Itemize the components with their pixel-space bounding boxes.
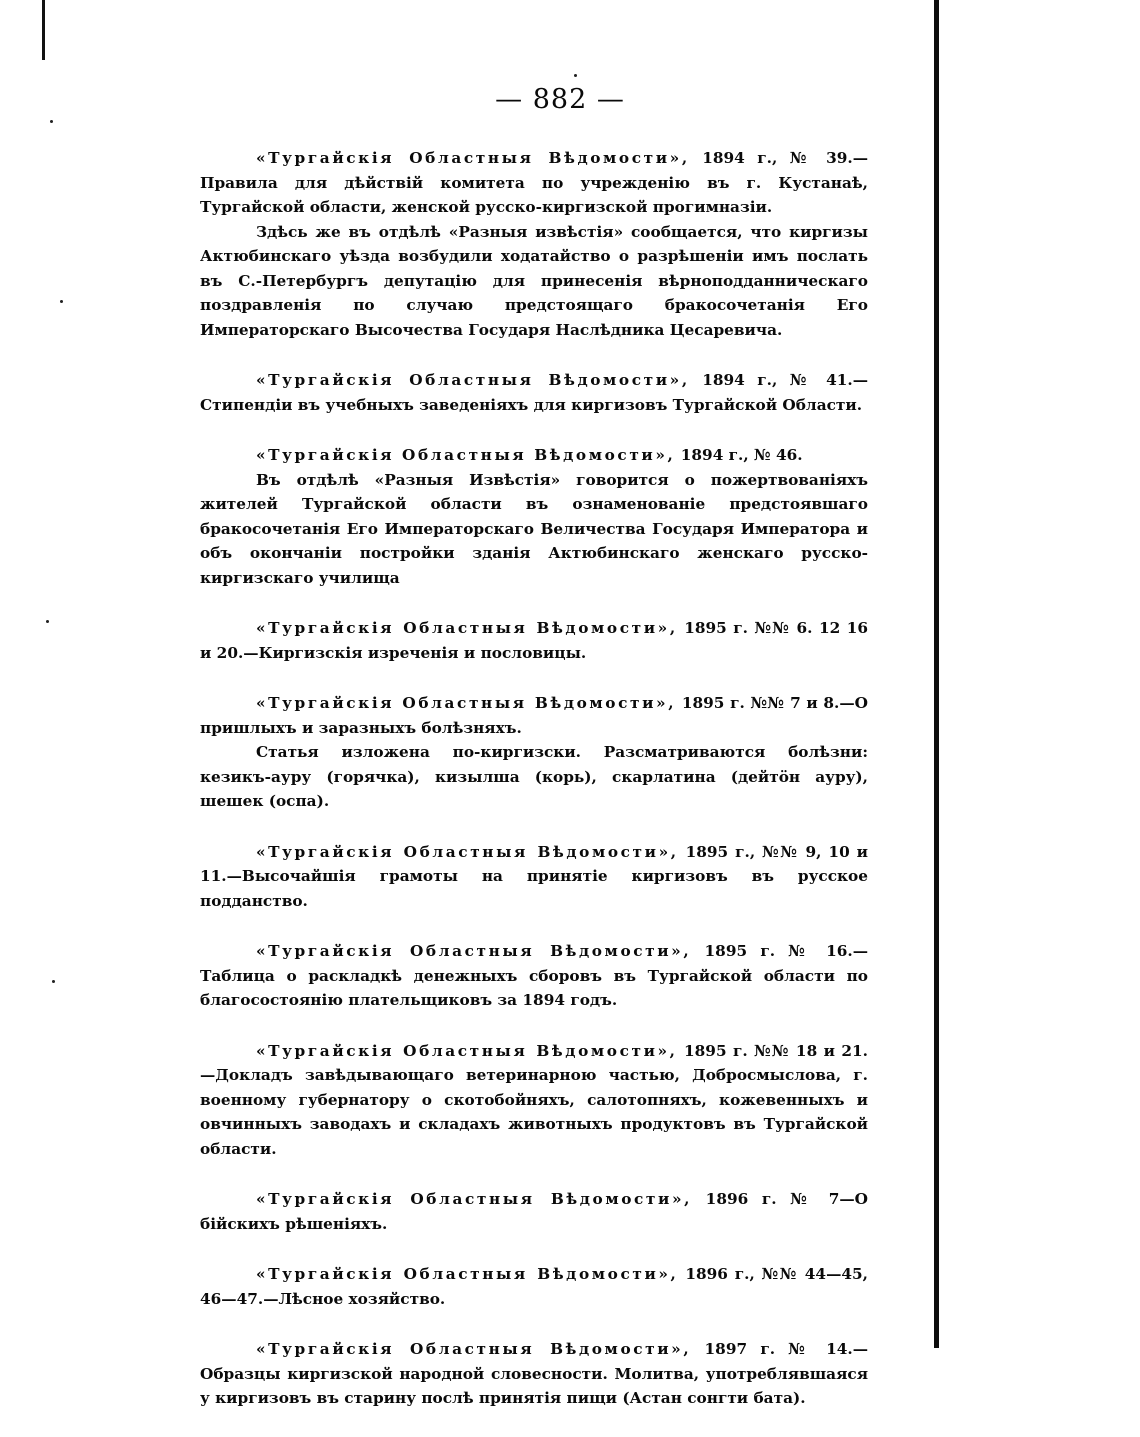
entry-note: Статья изложена по-киргизски. Разсматриваются болѣзни: кезикъ-ауру (горячка), кизылша (корь), скарлатина (дейтöн ауру), шешек (оспа). bbox=[200, 743, 868, 810]
page-number: — 882 — bbox=[495, 84, 625, 115]
scan-speck bbox=[574, 74, 577, 77]
entry-details: 1896 г., №№ 44—45, 46—47.—Лѣсное хозяйство. bbox=[200, 1265, 868, 1308]
entry-details: 1896 г. № 7—О бійскихъ рѣшеніяхъ. bbox=[200, 1190, 869, 1233]
entry-title: «Тургайскія Областныя Вѣдомости», bbox=[256, 1340, 692, 1358]
scan-speck bbox=[52, 980, 55, 983]
bibliography-entry bbox=[200, 691, 868, 814]
right-rule bbox=[934, 0, 939, 1348]
entry-text bbox=[200, 616, 868, 665]
entry-title: «Тургайскія Областныя Вѣдомости», bbox=[256, 149, 690, 167]
bibliography-entry bbox=[200, 840, 868, 914]
entry-title: «Тургайскія Областныя Вѣдомости», bbox=[256, 1265, 679, 1283]
entry-title: «Тургайскія Областныя Вѣдомости», bbox=[256, 694, 677, 712]
entry-title: «Тургайскія Областныя Вѣдомости», bbox=[256, 942, 692, 960]
entry-details: 1895 г. № 16.—Таблица о раскладкѣ денежныхъ сборовъ въ Тургайской области по благосостоянію плательщиковъ за 1894 годъ. bbox=[200, 942, 868, 1009]
entry-text bbox=[200, 1187, 868, 1236]
entry-text bbox=[200, 1039, 868, 1162]
entry-title: «Тургайскія Областныя Вѣдомости», bbox=[256, 842, 679, 861]
entry-details: 1895 г. №№ 7 и 8.—О пришлыхъ и заразныхъ болѣзняхъ. bbox=[200, 694, 869, 737]
entry-details: 1895 г., №№ 9, 10 и 11.—Высочайшія грамоты на принятіе киргизовъ въ русское подданство. bbox=[200, 842, 868, 910]
entry-text bbox=[200, 939, 868, 1013]
entry-text bbox=[200, 840, 868, 914]
entry-title: «Тургайскія Областныя Вѣдомости», bbox=[256, 371, 690, 389]
entry-text bbox=[200, 368, 868, 417]
scan-left-edge bbox=[42, 0, 45, 60]
entry-text bbox=[200, 443, 868, 468]
scan-speck bbox=[60, 300, 63, 303]
scan-speck bbox=[50, 120, 53, 123]
bibliography-entry bbox=[200, 443, 868, 590]
entry-title: «Тургайскія Областныя Вѣдомости», bbox=[256, 446, 676, 464]
entry-details: 1894 г., № 39.—Правила для дѣйствій комитета по учрежденію въ г. Кустанаѣ, Тургайской области, женской русско-киргизской прогимназіи. bbox=[200, 149, 869, 216]
entry-title: «Тургайскія Областныя Вѣдомости», bbox=[256, 1041, 678, 1060]
entry-text bbox=[200, 146, 868, 220]
entry-details: 1897 г. № 14.—Образцы киргизской народной словесности. Молитва, употреблявшаяся у киргизовъ въ старину послѣ принятія пищи (Астан сонгти бата). bbox=[200, 1340, 868, 1407]
entry-note: Въ отдѣлѣ «Разныя Извѣстія» говорится о пожертвованіяхъ жителей Тургайской области въ ознаменованіе предстоявшаго бракосочетанія Его Императорскаго Величества Государя Императора и объ окончаніи постройки зданія Актюбинскаго женскаго русско-киргизскаго училища bbox=[200, 470, 868, 587]
entry-text bbox=[200, 1337, 868, 1411]
entry-details: 1895 г. №№ 6. 12 16 и 20.—Киргизскія изреченія и пословицы. bbox=[200, 619, 868, 662]
entry-text bbox=[200, 691, 868, 740]
entry-details: 1894 г., № 46. bbox=[675, 446, 803, 464]
bibliography-entry bbox=[200, 146, 868, 342]
bibliography-entry bbox=[200, 1262, 868, 1311]
bibliography-entry bbox=[200, 1187, 868, 1236]
entry-details: 1894 г., № 41.—Стипендіи въ учебныхъ заведеніяхъ для киргизовъ Тургайской Области. bbox=[200, 371, 869, 414]
bibliography-entry bbox=[200, 616, 868, 665]
entry-title: «Тургайскія Областныя Вѣдомости», bbox=[256, 619, 678, 637]
bibliography-list bbox=[200, 146, 868, 1437]
entry-title: «Тургайскія Областныя Вѣдомости», bbox=[256, 1190, 693, 1208]
bibliography-entry bbox=[200, 368, 868, 417]
bibliography-entry bbox=[200, 1337, 868, 1411]
bibliography-entry bbox=[200, 1039, 868, 1162]
entry-details: 1895 г. №№ 18 и 21.—Докладъ завѣдывающаго ветеринарною частью, Добросмыслова, г. военному губернатору о скотобойняхъ, салотопняхъ, кожевенныхъ и овчинныхъ заводахъ и складахъ животныхъ продуктовъ въ Тургайской области. bbox=[200, 1041, 868, 1158]
entry-note: Здѣсь же въ отдѣлѣ «Разныя извѣстія» сообщается, что киргизы Актюбинскаго уѣзда возбудили ходатайство о разрѣшеніи имъ послать въ С.-Петербургъ депутацію для принесенія вѣрноподданническаго поздравленія по случаю предстоящаго бракосочетанія Его Императорскаго Высочества Государя Наслѣдника Цесаревича. bbox=[200, 222, 868, 339]
entry-text bbox=[200, 1262, 868, 1311]
bibliography-entry bbox=[200, 939, 868, 1013]
scan-speck bbox=[46, 620, 49, 623]
